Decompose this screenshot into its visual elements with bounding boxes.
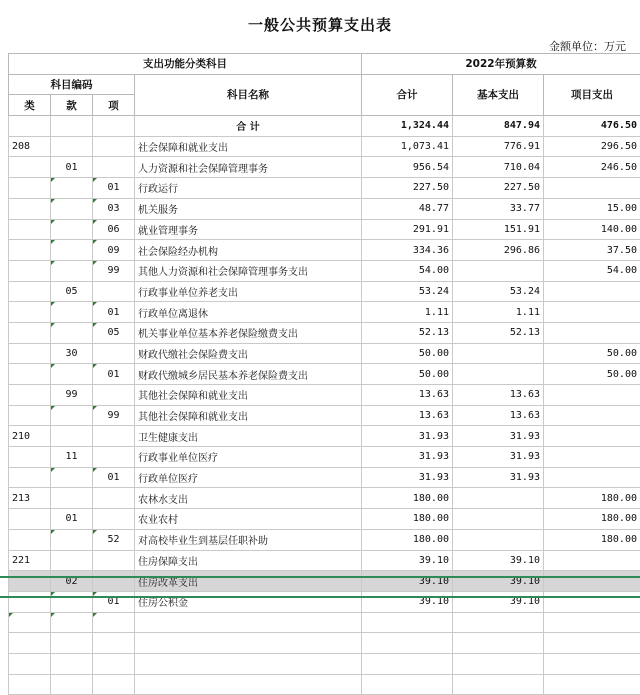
table-row[interactable]: [9, 322, 640, 343]
cell-project[interactable]: 180.00: [544, 529, 640, 550]
table-row[interactable]: [9, 550, 640, 571]
cell-xiang[interactable]: [93, 343, 135, 364]
cell-lei[interactable]: [9, 302, 51, 323]
cell-name[interactable]: 农业农村: [135, 509, 362, 530]
cell-project[interactable]: [544, 426, 640, 447]
cell-total[interactable]: 54.00: [362, 260, 453, 281]
header-basic: 基本支出: [453, 74, 544, 115]
blank-cell[interactable]: [9, 633, 51, 654]
header-project: 项目支出: [544, 74, 640, 115]
cell-kuan[interactable]: [51, 467, 93, 488]
cell-total[interactable]: 334.36: [362, 240, 453, 261]
cell-name[interactable]: 卫生健康支出: [135, 426, 362, 447]
cell-kuan[interactable]: [51, 364, 93, 385]
cell-project[interactable]: 15.00: [544, 198, 640, 219]
cell-basic[interactable]: [453, 488, 544, 509]
cell-project[interactable]: 37.50: [544, 240, 640, 261]
cell-kuan[interactable]: [51, 219, 93, 240]
cell-lei[interactable]: [9, 260, 51, 281]
cell-xiang[interactable]: [93, 571, 135, 592]
blank-cell[interactable]: [93, 674, 135, 695]
header-total: 合计: [362, 74, 453, 115]
blank-cell[interactable]: [362, 674, 453, 695]
cell-lei[interactable]: [9, 447, 51, 468]
cell-name[interactable]: 社会保障和就业支出: [135, 136, 362, 157]
cell-total[interactable]: 50.00: [362, 343, 453, 364]
header-function-category: 支出功能分类科目: [9, 54, 362, 75]
cell-name[interactable]: 其他社会保障和就业支出: [135, 405, 362, 426]
table-row[interactable]: [9, 591, 640, 612]
cell-xiang[interactable]: [93, 447, 135, 468]
cell-kuan[interactable]: [51, 260, 93, 281]
cell-total[interactable]: 180.00: [362, 509, 453, 530]
cell-name[interactable]: 行政单位医疗: [135, 467, 362, 488]
cell-basic[interactable]: [453, 529, 544, 550]
header-lei: 类: [9, 95, 51, 116]
cell-project[interactable]: [544, 591, 640, 612]
cell-lei[interactable]: 210: [9, 426, 51, 447]
cell-basic[interactable]: 39.10: [453, 571, 544, 592]
blank-cell[interactable]: [135, 674, 362, 695]
cell-name[interactable]: 机关事业单位基本养老保险缴费支出: [135, 322, 362, 343]
cell-kuan[interactable]: 01: [51, 509, 93, 530]
cell-basic[interactable]: 39.10: [453, 550, 544, 571]
cell-xiang[interactable]: [93, 136, 135, 157]
cell-lei[interactable]: [9, 281, 51, 302]
blank-cell[interactable]: [51, 674, 93, 695]
blank-cell[interactable]: [544, 633, 640, 654]
cell-xiang[interactable]: [93, 385, 135, 406]
cell-total[interactable]: 39.10: [362, 591, 453, 612]
table-row[interactable]: [9, 426, 640, 447]
cell-lei[interactable]: [9, 571, 51, 592]
cell-name[interactable]: 就业管理事务: [135, 219, 362, 240]
cell-kuan[interactable]: 30: [51, 343, 93, 364]
cell-lei[interactable]: [9, 219, 51, 240]
cell-kuan[interactable]: [51, 240, 93, 261]
blank-cell[interactable]: [9, 674, 51, 695]
cell-project[interactable]: [544, 447, 640, 468]
cell-name[interactable]: 人力资源和社会保障管理事务: [135, 157, 362, 178]
cell-lei[interactable]: [9, 198, 51, 219]
blank-cell[interactable]: [93, 612, 135, 633]
cell-total[interactable]: 39.10: [362, 550, 453, 571]
cell-name[interactable]: 财政代缴城乡居民基本养老保险费支出: [135, 364, 362, 385]
cell-xiang[interactable]: 52: [93, 529, 135, 550]
blank-cell[interactable]: [362, 612, 453, 633]
total-row[interactable]: [9, 116, 640, 137]
table-row[interactable]: [9, 260, 640, 281]
table-row[interactable]: [9, 219, 640, 240]
table-row[interactable]: [9, 281, 640, 302]
cell-name[interactable]: 行政单位离退休: [135, 302, 362, 323]
blank-cell[interactable]: [453, 653, 544, 674]
cell-lei[interactable]: 213: [9, 488, 51, 509]
cell-project[interactable]: [544, 302, 640, 323]
blank-row[interactable]: [9, 633, 640, 654]
cell-basic[interactable]: [453, 364, 544, 385]
cell-kuan[interactable]: [51, 529, 93, 550]
cell-xiang[interactable]: 01: [93, 591, 135, 612]
selection-border-top: [0, 576, 640, 578]
cell-name[interactable]: 对高校毕业生到基层任职补助: [135, 529, 362, 550]
cell-kuan[interactable]: [51, 591, 93, 612]
cell-xiang[interactable]: [93, 488, 135, 509]
cell-lei[interactable]: 208: [9, 136, 51, 157]
cell-total[interactable]: 31.93: [362, 447, 453, 468]
blank-row[interactable]: [9, 674, 640, 695]
cell-xiang[interactable]: [93, 509, 135, 530]
cell-lei[interactable]: [9, 343, 51, 364]
page-title: 一般公共预算支出表: [0, 14, 640, 35]
cell-basic[interactable]: 53.24: [453, 281, 544, 302]
cell-project[interactable]: 50.00: [544, 364, 640, 385]
cell-lei[interactable]: [9, 157, 51, 178]
cell-kuan[interactable]: 99: [51, 385, 93, 406]
blank-cell[interactable]: [362, 633, 453, 654]
cell-xiang[interactable]: 05: [93, 322, 135, 343]
cell-basic[interactable]: 710.04: [453, 157, 544, 178]
cell-xiang[interactable]: 01: [93, 178, 135, 199]
cell-name[interactable]: 住房改革支出: [135, 571, 362, 592]
cell-total[interactable]: 13.63: [362, 385, 453, 406]
blank-cell[interactable]: [135, 633, 362, 654]
cell-project[interactable]: [544, 550, 640, 571]
cell-lei[interactable]: [9, 178, 51, 199]
cell-total[interactable]: 1,073.41: [362, 136, 453, 157]
cell-lei[interactable]: [9, 467, 51, 488]
total-label[interactable]: 合 计: [135, 116, 362, 137]
cell-total[interactable]: 31.93: [362, 426, 453, 447]
cell-xiang[interactable]: 09: [93, 240, 135, 261]
blank-cell[interactable]: [93, 633, 135, 654]
table-row[interactable]: [9, 240, 640, 261]
cell-name[interactable]: 其他人力资源和社会保障管理事务支出: [135, 260, 362, 281]
cell-lei[interactable]: [9, 591, 51, 612]
cell-kuan[interactable]: 11: [51, 447, 93, 468]
table-row[interactable]: [9, 178, 640, 199]
cell-xiang[interactable]: 03: [93, 198, 135, 219]
cell-total[interactable]: 39.10: [362, 571, 453, 592]
cell-kuan[interactable]: [51, 426, 93, 447]
cell-basic[interactable]: 151.91: [453, 219, 544, 240]
table-row[interactable]: [9, 467, 640, 488]
table-row[interactable]: [9, 509, 640, 530]
table-row[interactable]: [9, 447, 640, 468]
table-row[interactable]: [9, 198, 640, 219]
cell-xiang[interactable]: 01: [93, 467, 135, 488]
cell-total[interactable]: 31.93: [362, 467, 453, 488]
cell-basic[interactable]: 33.77: [453, 198, 544, 219]
cell-project[interactable]: [544, 571, 640, 592]
cell-project[interactable]: 296.50: [544, 136, 640, 157]
cell-kuan[interactable]: [51, 178, 93, 199]
cell-basic[interactable]: 39.10: [453, 591, 544, 612]
blank-cell[interactable]: [51, 612, 93, 633]
header-kuan: 款: [51, 95, 93, 116]
cell-lei[interactable]: [9, 529, 51, 550]
cell-xiang[interactable]: 99: [93, 260, 135, 281]
cell-total[interactable]: 50.00: [362, 364, 453, 385]
cell-project[interactable]: 50.00: [544, 343, 640, 364]
cell-kuan[interactable]: [51, 550, 93, 571]
cell-basic[interactable]: 13.63: [453, 385, 544, 406]
cell-xiang[interactable]: [93, 426, 135, 447]
cell-project[interactable]: 180.00: [544, 509, 640, 530]
total-basic[interactable]: 847.94: [453, 116, 544, 137]
blank-row[interactable]: [9, 612, 640, 633]
cell-name[interactable]: 行政运行: [135, 178, 362, 199]
blank-cell[interactable]: [544, 674, 640, 695]
cell-total[interactable]: 48.77: [362, 198, 453, 219]
table-row[interactable]: [9, 405, 640, 426]
cell-basic[interactable]: 31.93: [453, 426, 544, 447]
header-budget-2022: 2022年预算数: [362, 54, 640, 75]
cell-basic[interactable]: [453, 343, 544, 364]
blank-row[interactable]: [9, 653, 640, 674]
cell-basic[interactable]: [453, 509, 544, 530]
cell-basic[interactable]: 52.13: [453, 322, 544, 343]
table-row[interactable]: [9, 385, 640, 406]
cell-project[interactable]: 246.50: [544, 157, 640, 178]
cell-total[interactable]: 1.11: [362, 302, 453, 323]
cell-project[interactable]: [544, 178, 640, 199]
cell-xiang[interactable]: 01: [93, 302, 135, 323]
cell-name[interactable]: 其他社会保障和就业支出: [135, 385, 362, 406]
cell-project[interactable]: 54.00: [544, 260, 640, 281]
cell-total[interactable]: 956.54: [362, 157, 453, 178]
cell-total[interactable]: 52.13: [362, 322, 453, 343]
header-code: 科目编码: [9, 74, 135, 95]
cell-xiang[interactable]: [93, 281, 135, 302]
selection-border-bottom: [0, 596, 640, 598]
blank-cell[interactable]: [51, 633, 93, 654]
cell-kuan[interactable]: 05: [51, 281, 93, 302]
blank-cell[interactable]: [544, 612, 640, 633]
cell-lei[interactable]: [9, 240, 51, 261]
cell-name[interactable]: 行政事业单位医疗: [135, 447, 362, 468]
cell-lei[interactable]: 221: [9, 550, 51, 571]
blank-cell[interactable]: [135, 653, 362, 674]
cell-xiang[interactable]: 01: [93, 364, 135, 385]
blank-cell[interactable]: [453, 612, 544, 633]
cell-basic[interactable]: 227.50: [453, 178, 544, 199]
cell-kuan[interactable]: [51, 136, 93, 157]
cell-basic[interactable]: 13.63: [453, 405, 544, 426]
blank-cell[interactable]: [51, 653, 93, 674]
cell-lei[interactable]: [9, 509, 51, 530]
table-row[interactable]: [9, 364, 640, 385]
blank-cell[interactable]: [9, 653, 51, 674]
cell-name[interactable]: 农林水支出: [135, 488, 362, 509]
cell-project[interactable]: 180.00: [544, 488, 640, 509]
table-row[interactable]: [9, 157, 640, 178]
cell-total[interactable]: 180.00: [362, 529, 453, 550]
blank-cell[interactable]: [453, 633, 544, 654]
table-row[interactable]: [9, 136, 640, 157]
cell-name[interactable]: 社会保险经办机构: [135, 240, 362, 261]
cell-lei[interactable]: [9, 322, 51, 343]
blank-cell[interactable]: [544, 653, 640, 674]
cell-project[interactable]: [544, 322, 640, 343]
total-total[interactable]: 1,324.44: [362, 116, 453, 137]
cell-kuan[interactable]: 01: [51, 157, 93, 178]
cell-project[interactable]: [544, 405, 640, 426]
cell-project[interactable]: [544, 281, 640, 302]
header-xiang: 项: [93, 95, 135, 116]
cell-total[interactable]: 180.00: [362, 488, 453, 509]
header-name: 科目名称: [135, 74, 362, 115]
cell-basic[interactable]: 1.11: [453, 302, 544, 323]
cell-kuan[interactable]: [51, 322, 93, 343]
cell-lei[interactable]: [9, 405, 51, 426]
cell-total[interactable]: 291.91: [362, 219, 453, 240]
table-row[interactable]: [9, 529, 640, 550]
cell-project[interactable]: 140.00: [544, 219, 640, 240]
cell-kuan[interactable]: [51, 405, 93, 426]
cell-xiang[interactable]: 06: [93, 219, 135, 240]
blank-cell[interactable]: [93, 653, 135, 674]
cell-kuan[interactable]: [51, 198, 93, 219]
cell-basic[interactable]: 296.86: [453, 240, 544, 261]
cell-kuan[interactable]: 02: [51, 571, 93, 592]
cell-basic[interactable]: 31.93: [453, 447, 544, 468]
cell-name[interactable]: 住房保障支出: [135, 550, 362, 571]
cell-project[interactable]: [544, 467, 640, 488]
total-project[interactable]: 476.50: [544, 116, 640, 137]
cell-xiang[interactable]: [93, 157, 135, 178]
blank-cell[interactable]: [362, 653, 453, 674]
table-row[interactable]: [9, 343, 640, 364]
cell-name[interactable]: 机关服务: [135, 198, 362, 219]
cell-total[interactable]: 227.50: [362, 178, 453, 199]
cell-total[interactable]: 13.63: [362, 405, 453, 426]
unit-label: 金额单位：万元: [549, 38, 626, 54]
table-row[interactable]: [9, 488, 640, 509]
cell-basic[interactable]: [453, 260, 544, 281]
cell-xiang[interactable]: [93, 550, 135, 571]
blank-cell[interactable]: [453, 674, 544, 695]
table-row[interactable]: [9, 571, 640, 592]
table-row[interactable]: [9, 302, 640, 323]
budget-table: [8, 53, 640, 695]
cell-name[interactable]: 财政代缴社会保险费支出: [135, 343, 362, 364]
cell-kuan[interactable]: [51, 302, 93, 323]
cell-name[interactable]: 行政事业单位养老支出: [135, 281, 362, 302]
cell-basic[interactable]: 776.91: [453, 136, 544, 157]
cell-kuan[interactable]: [51, 488, 93, 509]
cell-xiang[interactable]: 99: [93, 405, 135, 426]
cell-basic[interactable]: 31.93: [453, 467, 544, 488]
cell-lei[interactable]: [9, 385, 51, 406]
cell-name[interactable]: 住房公积金: [135, 591, 362, 612]
cell-project[interactable]: [544, 385, 640, 406]
blank-cell[interactable]: [9, 612, 51, 633]
blank-cell[interactable]: [135, 612, 362, 633]
cell-lei[interactable]: [9, 364, 51, 385]
cell-total[interactable]: 53.24: [362, 281, 453, 302]
